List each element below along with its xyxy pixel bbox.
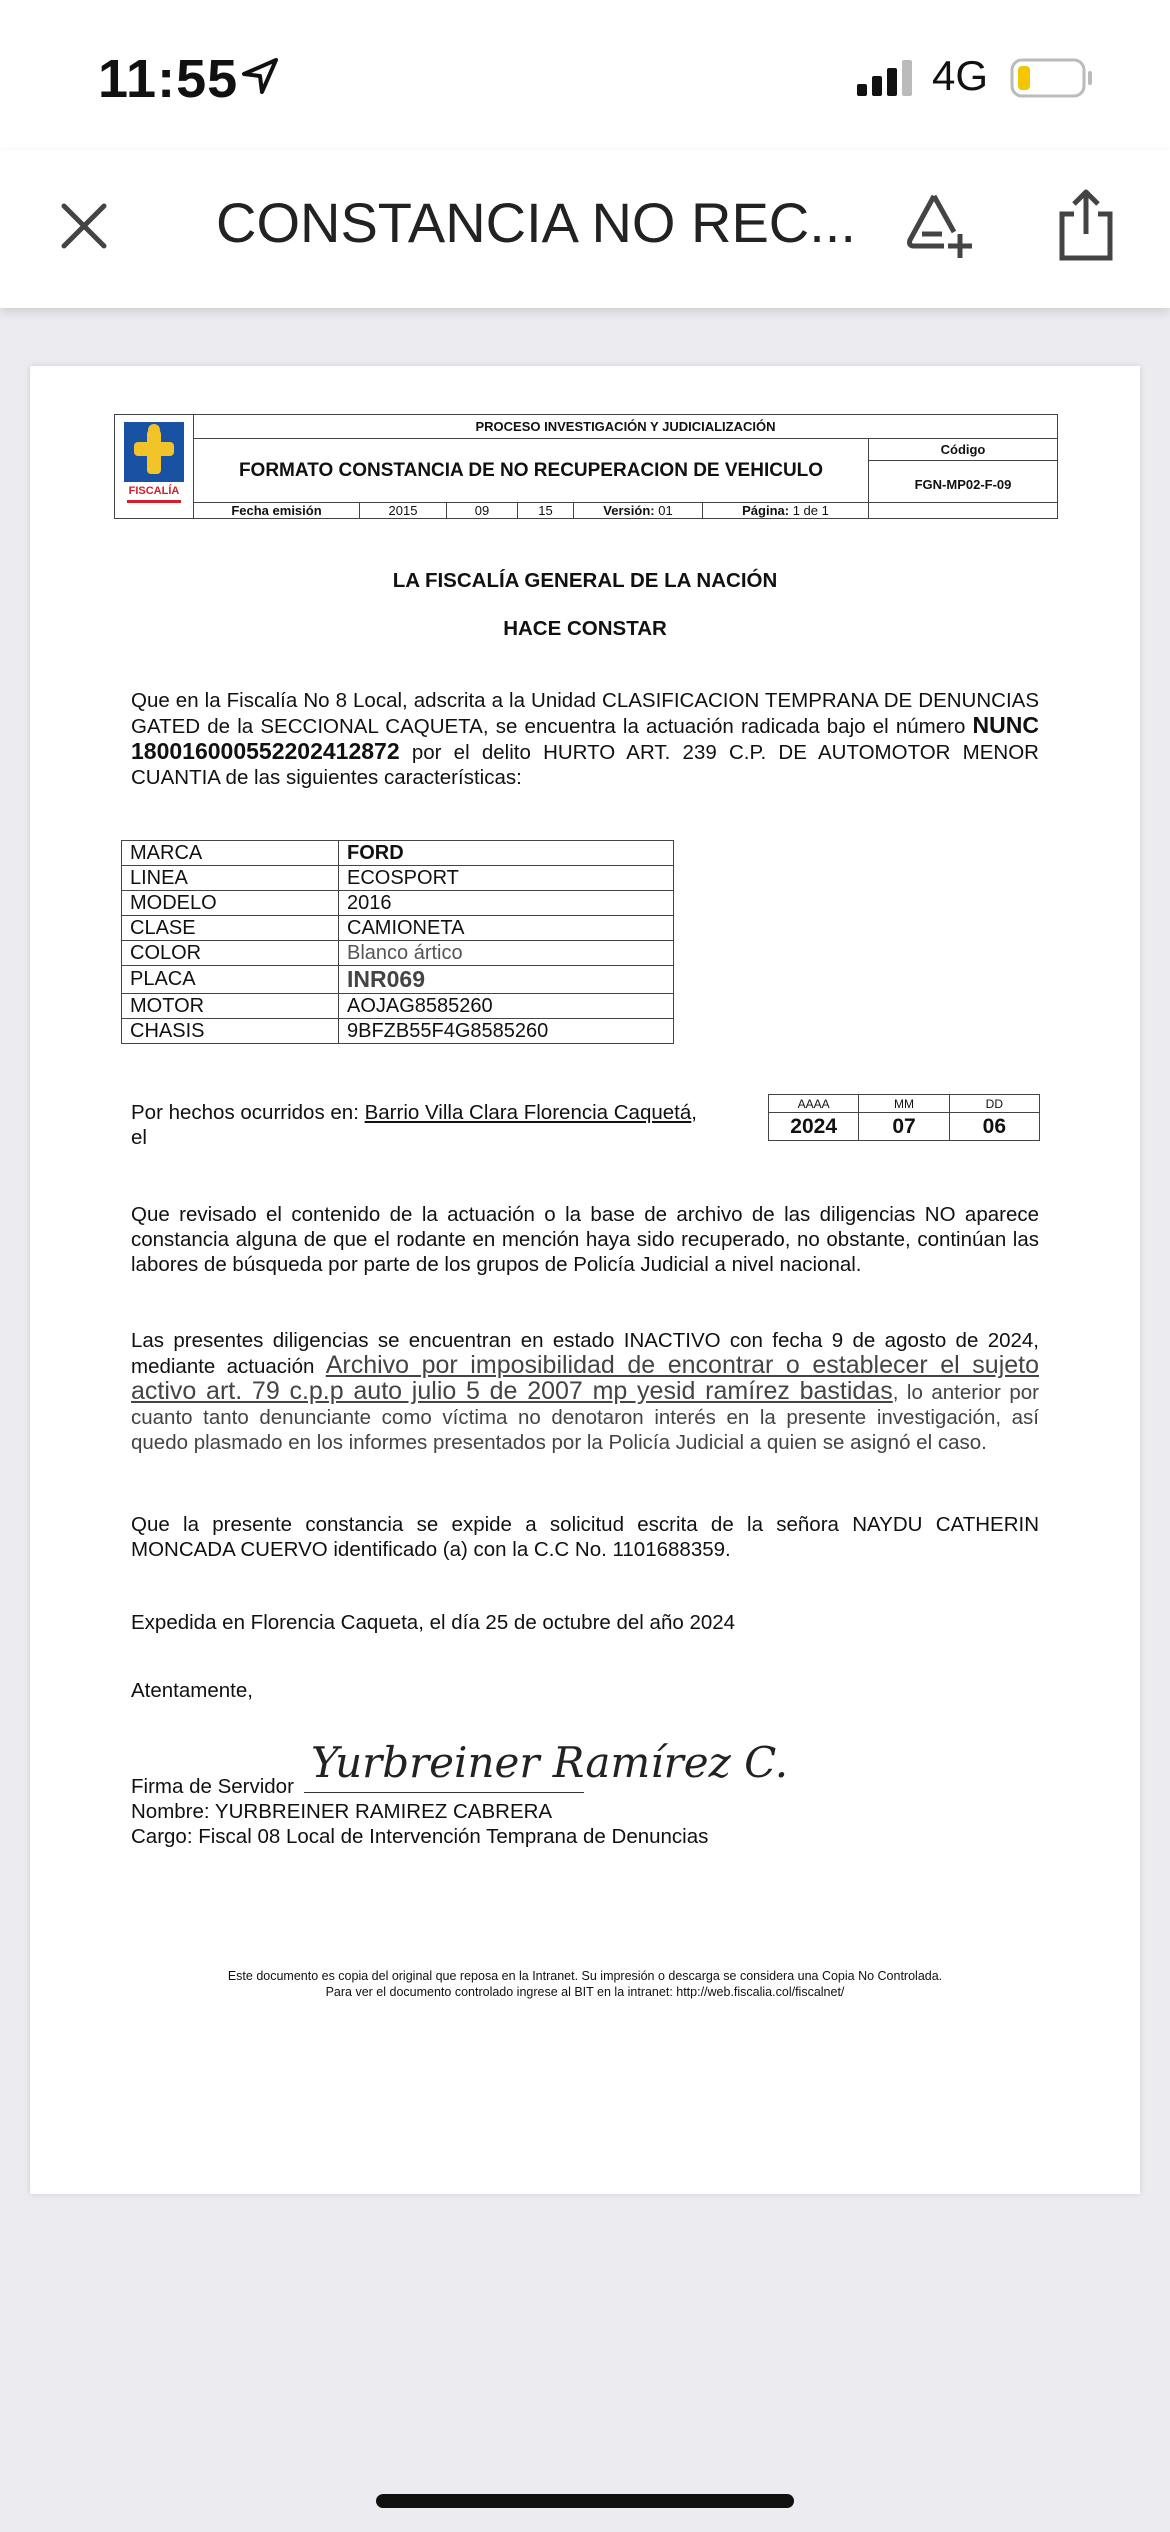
hechos-place: Barrio Villa Clara Florencia Caquetá [364,1101,692,1124]
vehicle-value: 2016 [339,891,674,916]
vehicle-label: MARCA [122,841,339,866]
battery-icon [1010,58,1094,98]
table-row [122,941,674,966]
paragraph-revisado: Que revisado el contenido de la actuación o la base de archivo de las diligencias NO aparece constancia alguna de que el rodante en mención haya sido recuperado, no obstante, continúan las labores de búsqueda por parte de los grupos de Policía Judicial a nivel nacional. [131,1203,1039,1276]
hechos-label: Por hechos ocurridos en: [131,1101,365,1124]
document-page[interactable] [30,366,1140,2194]
page-value: 1 de 1 [792,503,829,518]
date-label-month: MM [859,1095,949,1113]
paragraph-intro [131,688,1039,790]
hechos-el: el [131,1126,147,1149]
code-value: FGN-MP02-F-09 [914,477,1012,492]
vehicle-table [121,840,674,1044]
table-row [122,1019,674,1044]
nunc-number: NUNC 180016000552202412872 [131,712,1039,764]
fecha-emision-label: Fecha emisión [194,503,360,519]
document-title: CONSTANCIA NO REC... [216,191,856,254]
footer-line-1: Este documento es copia del original que reposa en la Intranet. Su impresión o descarga se considera una Copia No Controlada. [227,1969,943,1983]
version-label: Versión: [603,503,655,518]
status-bar [0,0,1170,150]
markup-icon[interactable] [904,190,980,260]
process-title: PROCESO INVESTIGACIÓN Y JUDICIALIZACIÓN [194,415,1058,439]
date-year: 2024 [769,1113,859,1141]
paragraph-estado [131,1328,1039,1455]
vehicle-label: CLASE [122,916,339,941]
logo-text: FISCALÍA [128,485,180,497]
page-label: Página: [742,503,790,518]
table-row [122,841,674,866]
fecha-year: 2015 [360,503,447,519]
vehicle-value: CAMIONETA [339,916,674,941]
estado-text-end: , lo anterior por cuanto tanto denunciante como víctima no denotaron interés en la presente investigación, así quedo plasmado en los informes presentados por la Policía Judicial a quien se asignó el caso. [131,1381,1039,1454]
vehicle-label: CHASIS [122,1019,339,1044]
fiscalia-logo-icon [119,420,189,510]
hechos-comma: , [691,1101,697,1124]
table-row [122,994,674,1019]
paragraph-solicitud: Que la presente constancia se expide a solicitud escrita de la señora NAYDU CATHERIN MONCADA CUERVO identificado (a) con la C.C No. 1101688359. [131,1513,1039,1561]
version-value: 01 [658,503,673,518]
actuacion-text: Archivo por imposibilidad de encontrar o establecer el sujeto activo art. 79 c.p.p auto julio 5 de 2007 mp yesid ramírez bastidas [131,1351,1039,1405]
code-label: Código [869,439,1057,461]
date-label-day: DD [949,1095,1039,1113]
fecha-day: 15 [518,503,574,519]
close-icon[interactable] [58,200,110,252]
table-row [122,916,674,941]
table-row [122,966,674,994]
date-day: 06 [949,1113,1039,1141]
signature-handwriting: Yurbreiner Ramírez C. [311,1738,789,1787]
fecha-month: 09 [447,503,518,519]
vehicle-label: LINEA [122,866,339,891]
heading-hace-constar: HACE CONSTAR [503,617,667,640]
status-time: 11:55 [98,49,239,109]
vehicle-value: 9BFZB55F4G8585260 [339,1019,674,1044]
date-month: 07 [859,1113,949,1141]
footer-line-2: Para ver el documento controlado ingrese al BIT en la intranet: http://web.fiscalia.col/fiscalnet/ [325,1985,845,1999]
vehicle-value: Blanco ártico [339,941,674,966]
cellular-signal-icon [857,60,915,96]
vehicle-value: INR069 [339,966,674,994]
footer-note [131,1968,1039,2000]
network-type: 4G [932,52,989,99]
vehicle-label: MODELO [122,891,339,916]
vehicle-label: PLACA [122,966,339,994]
table-row [122,891,674,916]
vehicle-value: AOJAG8585260 [339,994,674,1019]
share-icon[interactable] [1056,186,1116,262]
fiscalia-logo [115,415,194,519]
intro-text-end: por el delito HURTO ART. 239 C.P. DE AUTOMOTOR MENOR CUANTIA de las siguientes características: [131,741,1039,789]
location-arrow-icon [240,56,280,96]
table-row [122,866,674,891]
date-table [768,1094,1040,1141]
home-indicator[interactable] [376,2494,794,2508]
firma-label: Firma de Servidor [131,1775,294,1798]
expedida-line: Expedida en Florencia Caqueta, el día 25 de octubre del año 2024 [131,1611,736,1634]
vehicle-label: COLOR [122,941,339,966]
nombre-line: Nombre: YURBREINER RAMIREZ CABRERA [131,1800,553,1823]
vehicle-label: MOTOR [122,994,339,1019]
signature-block [131,1738,1039,1849]
vehicle-value: FORD [339,841,674,866]
document-header-table [114,414,1058,519]
atentamente: Atentamente, [131,1679,253,1702]
heading-fiscalia: LA FISCALÍA GENERAL DE LA NACIÓN [392,569,778,592]
date-label-year: AAAA [769,1095,859,1113]
cargo-line: Cargo: Fiscal 08 Local de Intervención Temprana de Denuncias [131,1825,709,1848]
vehicle-value: ECOSPORT [339,866,674,891]
estado-text: Las presentes diligencias se encuentran en estado INACTIVO con fecha 9 de agosto de 2024, mediante actuación [131,1329,1039,1378]
hechos-line [131,1100,751,1150]
format-title: FORMATO CONSTANCIA DE NO RECUPERACION DE VEHICULO [194,439,869,503]
intro-text: Que en la Fiscalía No 8 Local, adscrita a la Unidad CLASIFICACION TEMPRANA DE DENUNCIAS GATED de la SECCIONAL CAQUETA, se encuentra la actuación radicada bajo el número [131,689,1039,738]
